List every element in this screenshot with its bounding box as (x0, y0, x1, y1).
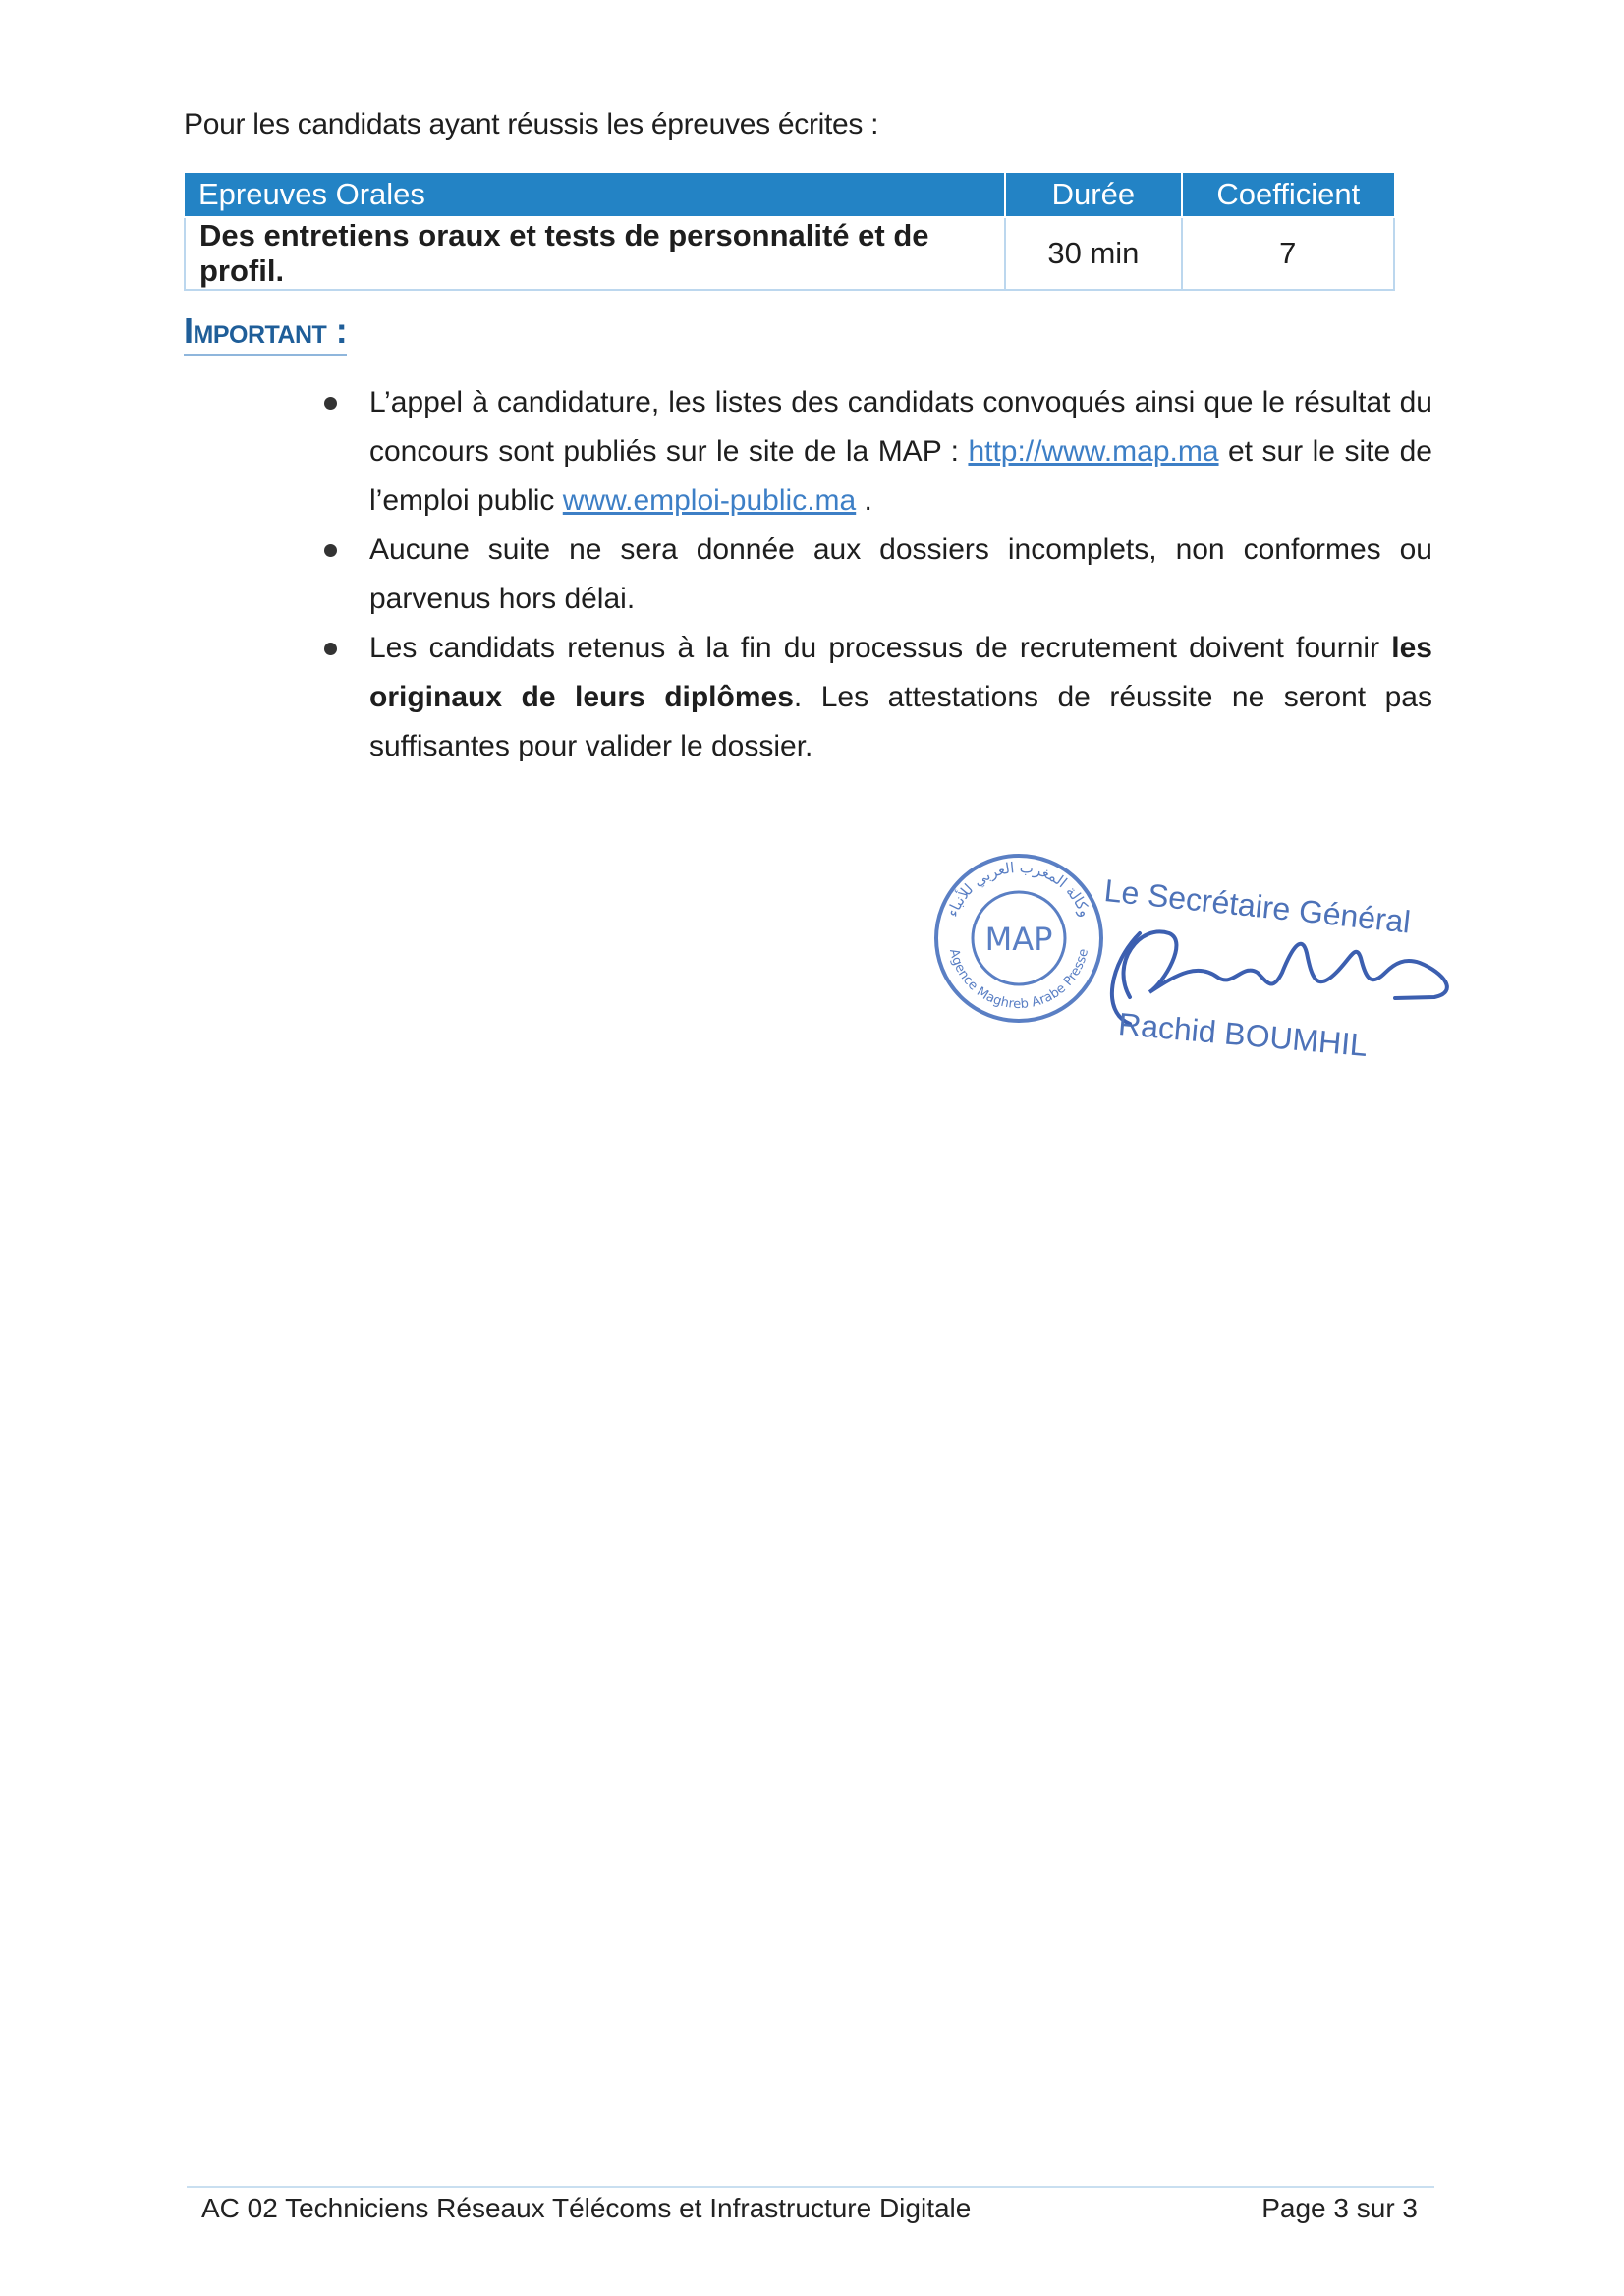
item-text: Aucune suite ne sera donnée aux dossiers incomplets, non conformes ou parvenus hors délai. (369, 533, 1432, 615)
stamp-center-text: MAP (984, 921, 1053, 958)
item-text: . Les attestations de réussite ne seront pas suffisantes pour valider le dossier. (369, 681, 1432, 762)
bullet-icon (324, 643, 337, 655)
item-text: L’appel à candidature, les listes des candidats convoqués ainsi que le résultat du concours sont publiés sur le site de la MAP : (369, 386, 1432, 468)
table-header-row (185, 173, 1394, 217)
item-text: Les candidats retenus à la fin du processus de recrutement doivent fournir (369, 632, 1392, 664)
oral-exam-table (184, 173, 1395, 291)
bullet-icon (324, 544, 337, 557)
header-epreuves: Epreuves Orales (185, 173, 1005, 217)
cell-duree: 30 min (1005, 217, 1181, 290)
list-item (312, 624, 1432, 771)
stamp-ring-arabic: وكالة المغرب العربي للأنباء (943, 858, 1094, 920)
item-bold-text: les originaux de leurs diplômes (369, 632, 1432, 713)
header-duree: Durée (1005, 173, 1181, 217)
list-item (312, 378, 1432, 526)
intro-text: Pour les candidats ayant réussis les épreuves écrites : (184, 108, 879, 140)
stamp-ring-latin: Agence Maghreb Arabe Presse (945, 947, 1092, 1013)
emploi-public-link[interactable]: www.emploi-public.ma (562, 484, 857, 517)
list-item (312, 526, 1432, 624)
item-text: . (856, 484, 872, 517)
signatory-title: Le Secrétaire Général (1102, 872, 1413, 940)
signatory-name: Rachid BOUMHIL (1116, 1006, 1370, 1064)
bullet-icon (324, 397, 337, 410)
footer-divider (187, 2186, 1434, 2188)
item-text: et sur le site de l’emploi public (369, 435, 1432, 517)
cell-epreuve: Des entretiens oraux et tests de personnalité et de profil. (185, 217, 1005, 290)
cell-coefficient: 7 (1182, 217, 1394, 290)
footer-document-title: AC 02 Techniciens Réseaux Télécoms et Infrastructure Digitale (201, 2193, 972, 2223)
footer-page-number: Page 3 sur 3 (1261, 2193, 1418, 2223)
table-row (185, 217, 1394, 290)
header-coefficient: Coefficient (1182, 173, 1394, 217)
important-list (312, 378, 1432, 771)
map-website-link[interactable]: http://www.map.ma (968, 435, 1219, 468)
important-heading: Important : (184, 310, 347, 356)
